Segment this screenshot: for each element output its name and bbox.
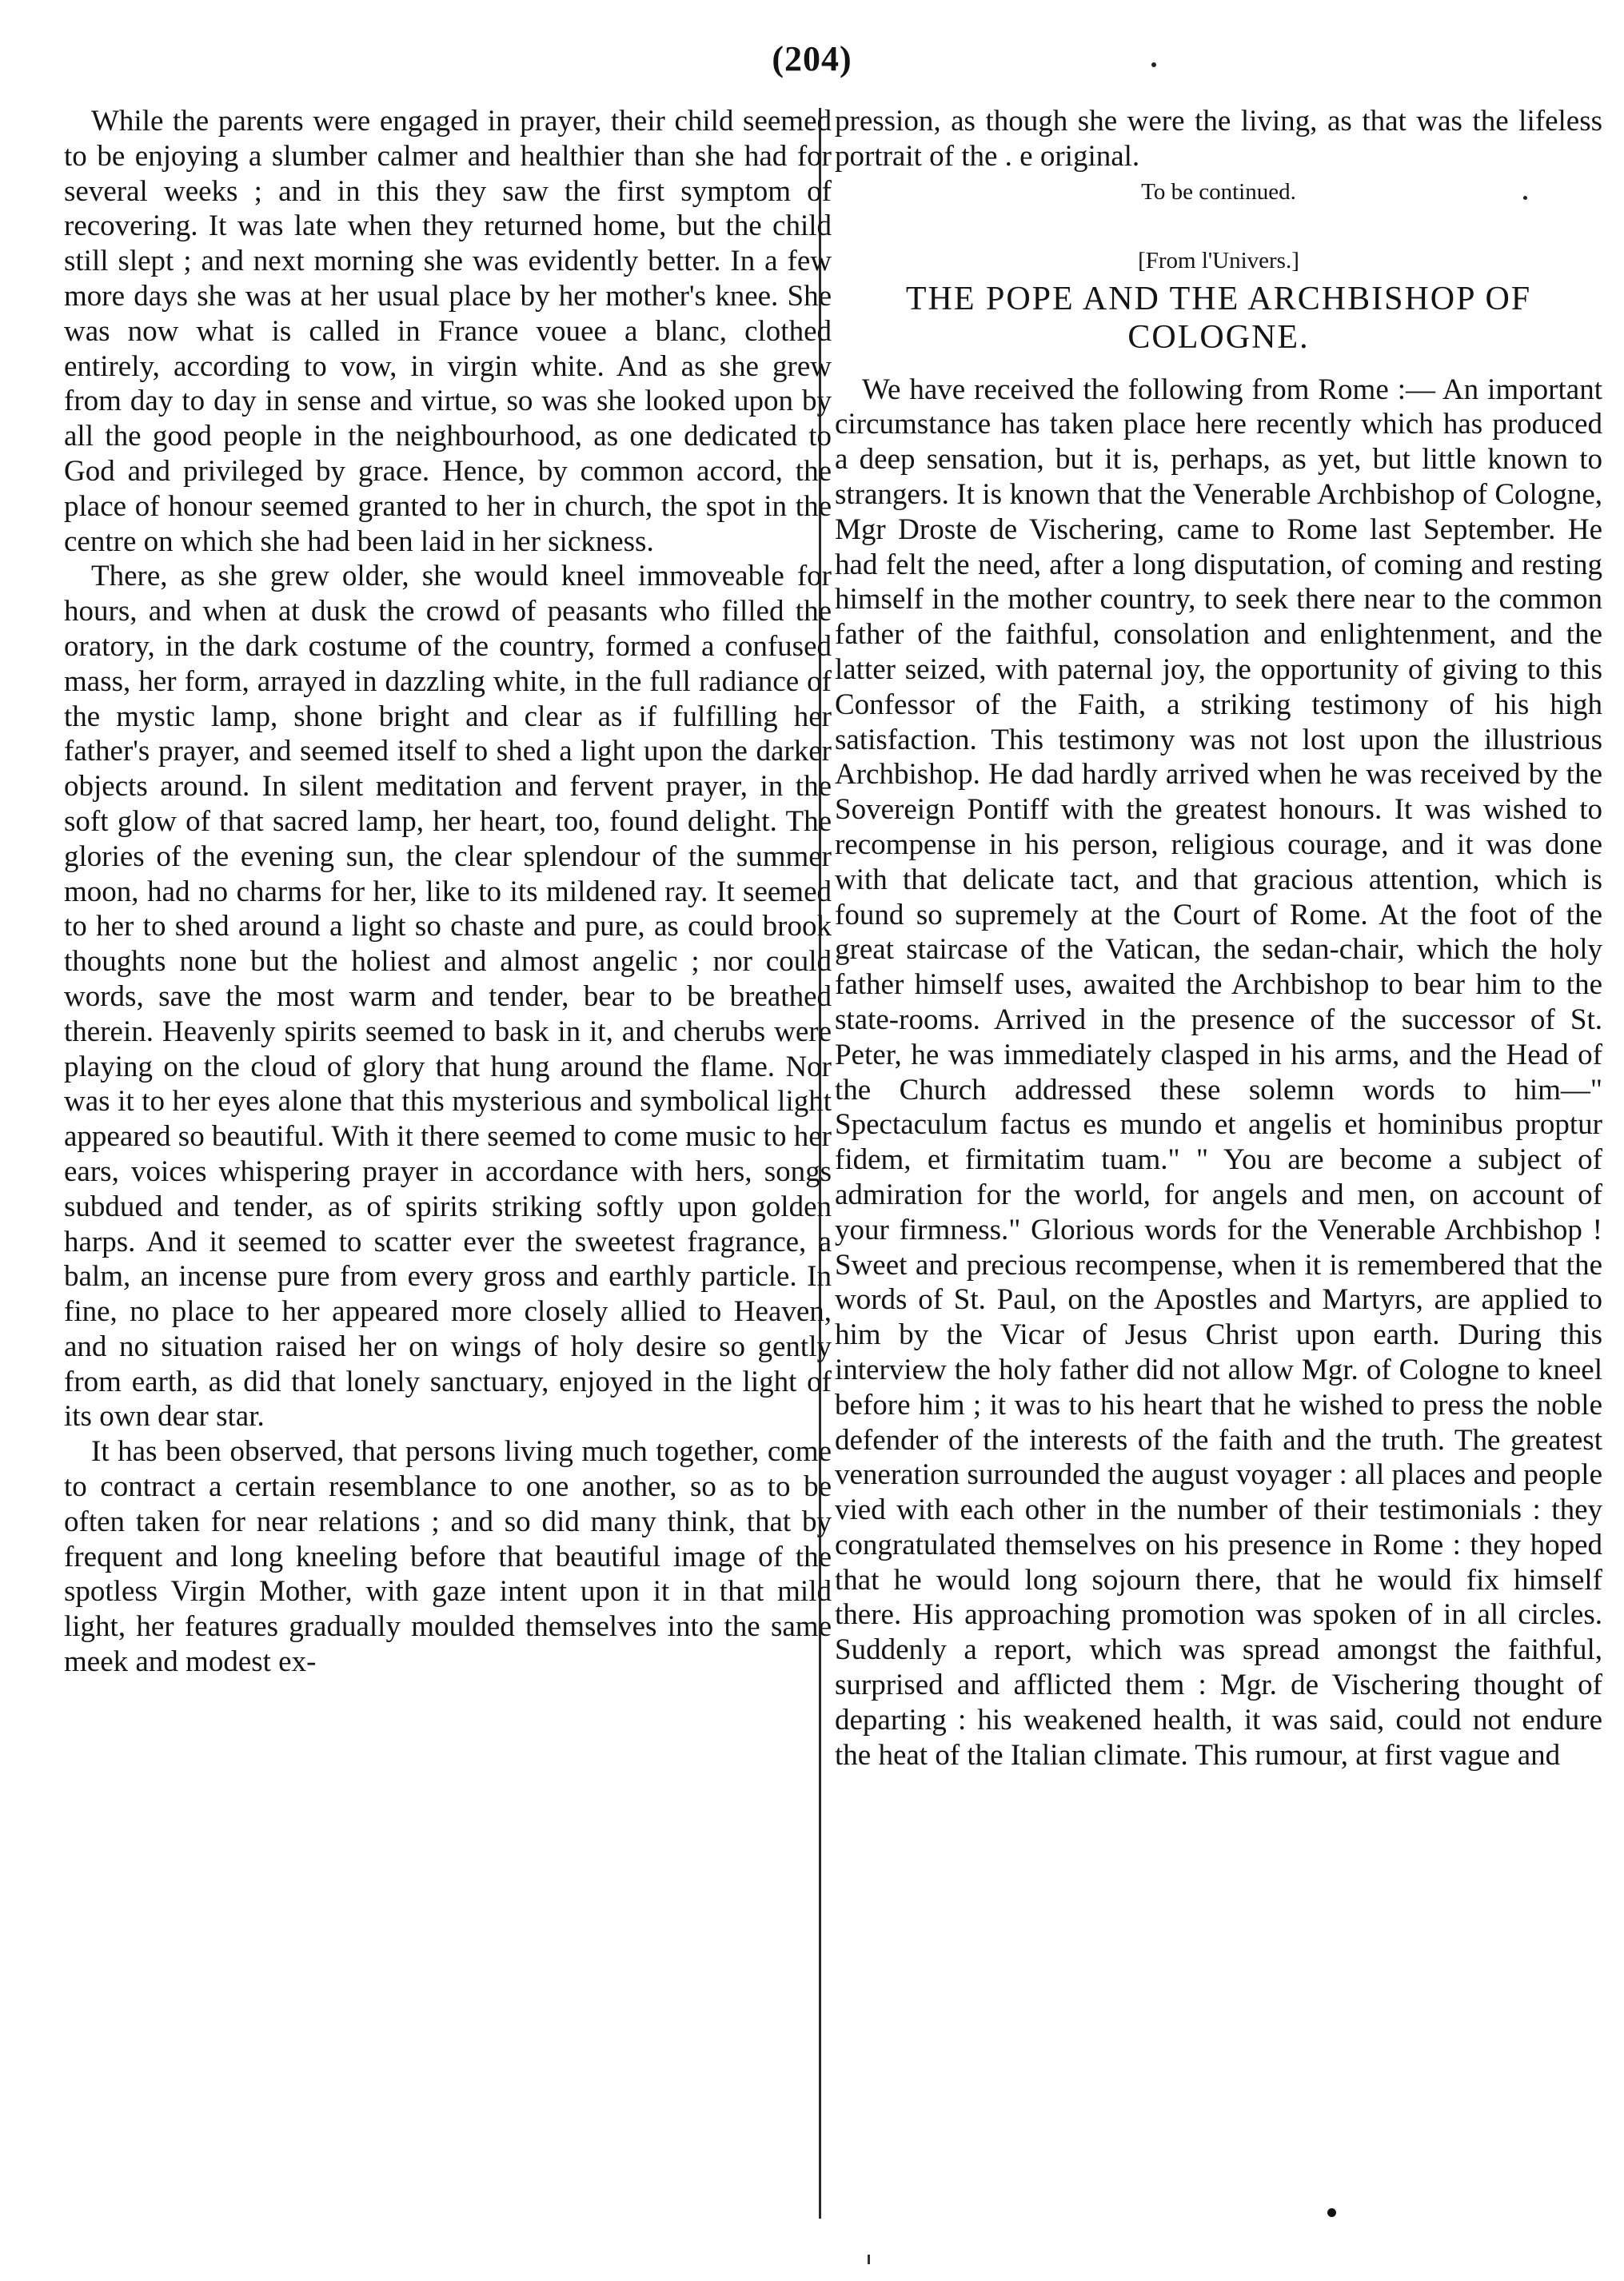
page-number: (204) (772, 39, 852, 78)
ink-speck-right (1523, 196, 1527, 200)
article-headline: THE POPE AND THE ARCHBISHOP OF COLOGNE. (905, 280, 1532, 356)
continued-note: To be continued. (1141, 178, 1296, 205)
story-paragraph-1: While the parents were engaged in prayer, their child seemed to be enjoying a slumber calmer and healthier than she had for several weeks ; and in this they saw the first symptom of recovering. It was late when they returned home, but the child still slept ; and next morning she was evidently better. In a few more days she was at her usual place by her mother's knee. She was now what is called in France vouee a blanc, clothed entirely, according to vow, in virgin white. And as she grew from day to day in sense and virtue, so was she looked upon by all the good people in the neighbourhood, as one dedicated to God and privileged by grace. Hence, by common accord, the place of honour seemed granted to her in church, the spot in the centre on which she had been laid in her sickness. (64, 105, 832, 558)
story-paragraph-2: There, as she grew older, she would kneel immoveable for hours, and when at dusk the crowd of peasants who filled the oratory, in the dark costume of the country, formed a confused mass, her form, arrayed in dazzling white, in the full radiance of the mystic lamp, shone bright and clear as if fulfilling her father's prayer, and seemed itself to shed a light upon the darker objects around. In silent meditation and fervent prayer, in the soft glow of that sacred lamp, her heart, too, found delight. The glories of the evening sun, the clear splendour of the summer moon, had no charms for her, like to its mildened ray. It seemed to her to shed around a light so chaste and pure, as could brook thoughts none but the holiest and almost angelic ; nor could words, save the most warm and tender, bear to be breathed therein. Heavenly spirits seemed to bask in it, and cherubs were playing on the cloud of glory that hung around the flame. Nor was it to her eyes alone that this mysterious and symbolical light appeared so beautiful. With it there seemed to come music to her ears, voices whispering prayer in accordance with hers, songs subdued and tender, as of spirits striking softly upon golden harps. And it seemed to scatter ever the sweetest fragrance, a balm, an incense pure from every gross and earthly particle. In fine, no place to her appeared more closely allied to Heaven, and no situation raised her on wings of holy desire so gently from earth, as did that lonely sanctuary, enjoyed in the light of its own dear star. (64, 560, 832, 1434)
article-paragraph-1: We have received the following from Rome :— An important circumstance has taken place here recently which has produced a deep sensation, but it is, perhaps, as yet, but little known to strangers. It is known that the Venerable Archbishop of Cologne, Mgr Droste de Vischering, came to Rome last September. He had felt the need, after a long disputation, of coming and resting himself in the mother country, to seek there near to the common father of the faithful, consolation and enlightenment, and the latter seized, with paternal joy, the opportunity of giving to this Confessor of the Faith, a striking testimony of his high satisfaction. This testimony was not lost upon the illustrious Archbishop. He dad hardly arrived when he was received by the Sovereign Pontiff with the greatest honours. It was wished to recompense in his person, religious courage, and it was done with that delicate tact, and that gracious attention, which is found so supremely at the Court of Rome. At the foot of the great staircase of the Vatican, the sedan-chair, which the holy father himself uses, awaited the Archbishop to bear him to the state-rooms. Arrived in the presence of the successor of St. Peter, he was immediately clasped in his arms, and the Head of the Church addressed these solemn words to him—" Spectaculum factus es mundo et angelis et hominibus proptur fidem, et firmitatim tuam." " You are become a subject of admiration for the world, for angels and men, on account of your firmness." Glorious words for the Venerable Archbishop ! Sweet and precious recompense, when it is remembered that the words of St. Paul, on the Apostles and Martyrs, are applied to him by the Vicar of Jesus Christ upon earth. During this interview the holy father did not allow Mgr. of Cologne to kneel before him ; it was to his heart that he wished to press the noble defender of the interests of the faith and the truth. The greatest veneration surrounded the august voyager : all places and people vied with each other in the number of their testimonials : they congratulated themselves on his presence in Rome : they hoped that he would long sojourn there, that he would fix himself there. His approaching promotion was spoken of in all circles. Suddenly a report, which was spread amongst the faithful, surprised and afflicted them : Mgr. de Vischering thought of departing : his weakened health, it was said, could not endure the heat of the Italian climate. This rumour, at first vague and (835, 373, 1602, 1772)
story-paragraph-3: It has been observed, that persons living much together, come to contract a certain resemblance to one another, so as to be often taken for near relations ; and so did many think, that by frequent and long kneeling before that beautiful image of the spotless Virgin Mother, with gaze intent upon it in that mild light, her features gradually moulded themselves into the same meek and modest ex- (64, 1435, 832, 1679)
ink-speck-footer (868, 2255, 870, 2264)
ink-dot-bottom (1327, 2208, 1336, 2217)
source-note: [From l'Univers.] (1138, 247, 1299, 273)
left-column (64, 104, 832, 1680)
ink-speck-top (1151, 62, 1156, 67)
right-column (835, 104, 1602, 1773)
story-continuation: pression, as though she were the living, as that was the lifeless portrait of the . e original. (835, 105, 1602, 173)
